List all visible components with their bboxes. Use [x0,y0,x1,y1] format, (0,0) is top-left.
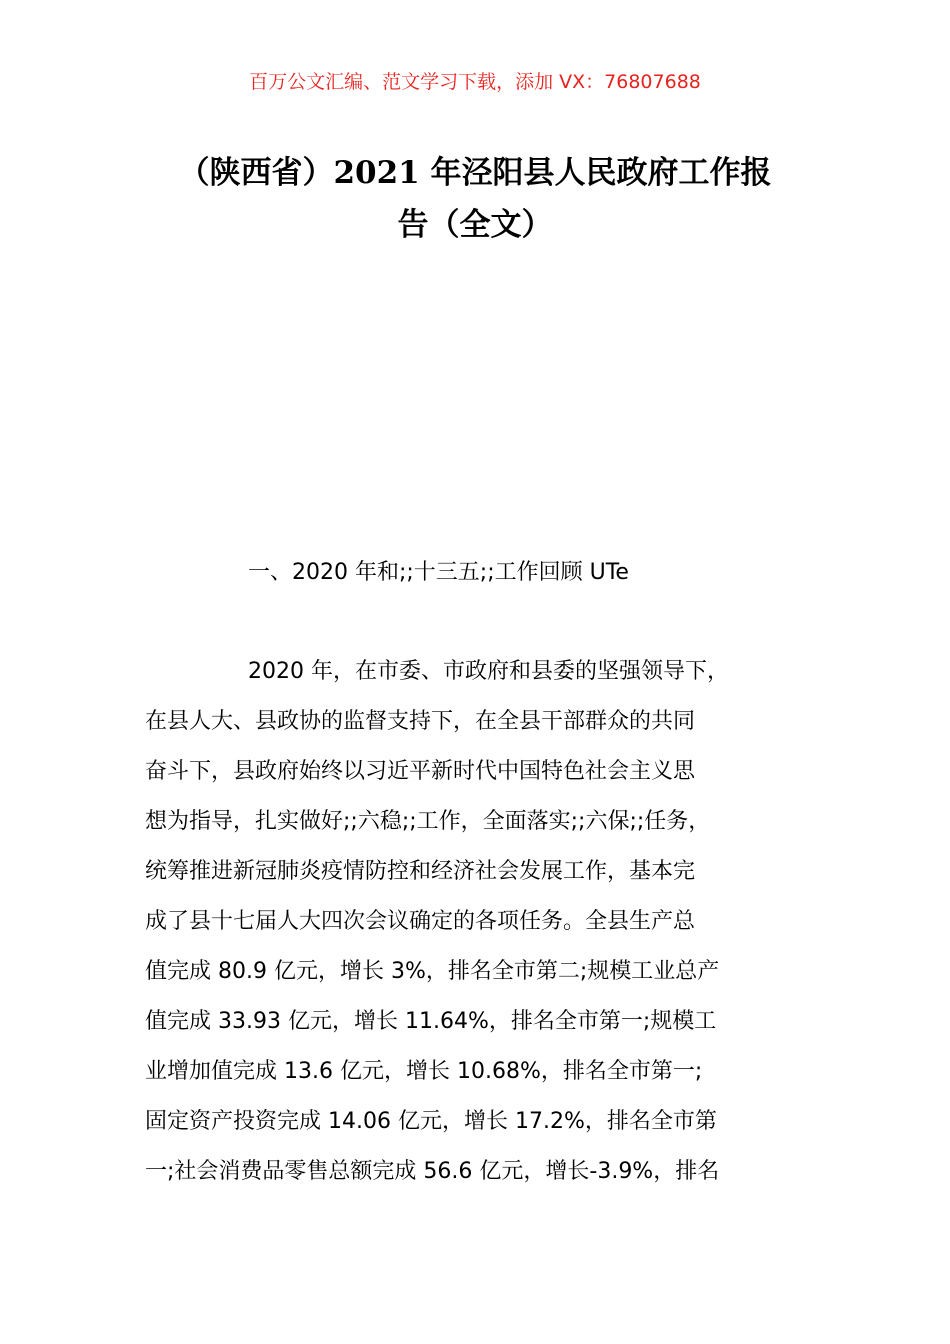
paragraph-line: 在县人大、县政协的监督支持下，在全县干部群众的共同 [145,709,696,734]
paragraph-line: 2020 年，在市委、市政府和县委的坚强领导下， [248,659,729,684]
paragraph-line: 奋斗下，县政府始终以习近平新时代中国特色社会主义思 [145,759,696,784]
title-line-1: （陕西省）2021 年泾阳县人民政府工作报 [178,155,772,191]
paragraph-line: 值完成 80.9 亿元，增长 3%，排名全市第二;规模工业总产 [145,959,720,984]
document-title [0,147,950,251]
paragraph-line: 一;社会消费品零售总额完成 56.6 亿元，增长-3.9%，排名 [145,1159,720,1184]
paragraph-line: 值完成 33.93 亿元，增长 11.64%，排名全市第一;规模工 [145,1009,717,1034]
paragraph-line: 业增加值完成 13.6 亿元，增长 10.68%，排名全市第一; [145,1059,703,1084]
header-note: 百万公文汇编、范文学习下载，添加 VX：76807688 [249,71,701,93]
paragraph-line: 想为指导，扎实做好;;六稳;;工作，全面落实;;六保;;任务， [145,809,711,834]
title-line-2: 告（全文） [397,207,553,243]
section-heading: 一、2020 年和;;十三五;;工作回顾 UTe [248,560,629,585]
paragraph-line: 统筹推进新冠肺炎疫情防控和经济社会发展工作，基本完 [145,859,696,884]
paragraph-line: 固定资产投资完成 14.06 亿元，增长 17.2%，排名全市第 [145,1109,717,1134]
paragraph-line: 成了县十七届人大四次会议确定的各项任务。全县生产总 [145,909,696,934]
